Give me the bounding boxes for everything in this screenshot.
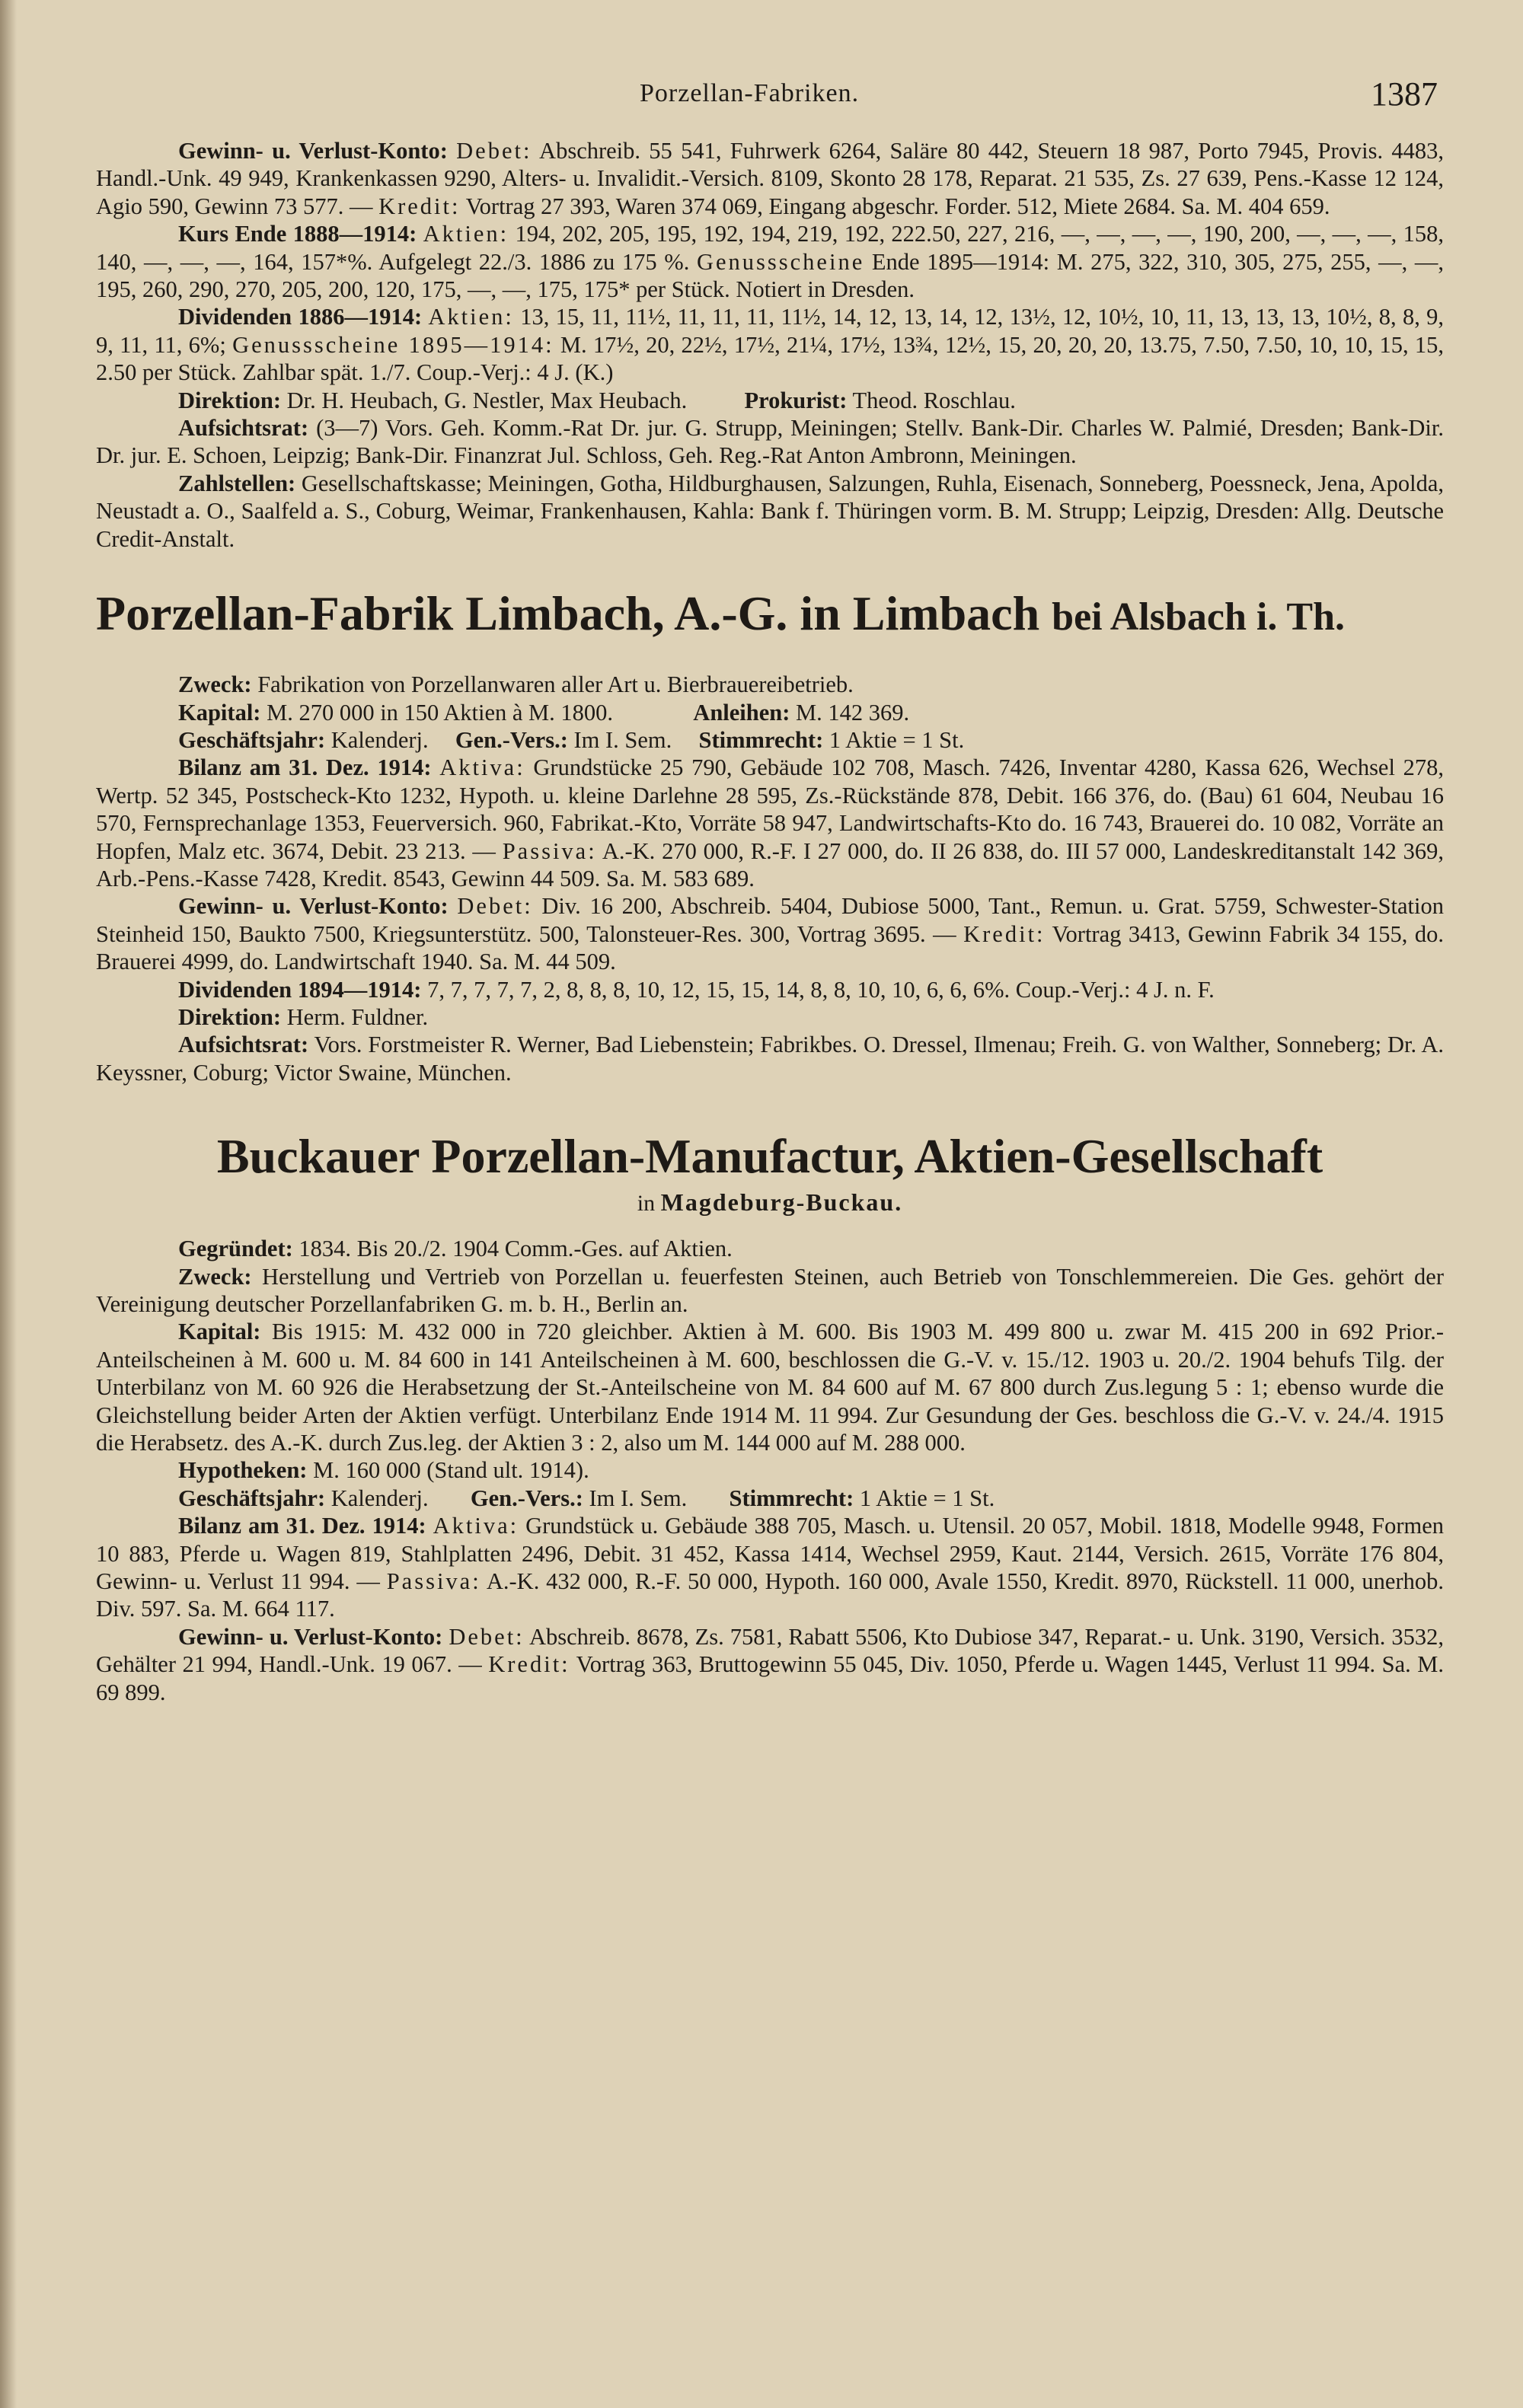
buckau-zweck: Zweck: Herstellung und Vertrieb von Porzellan u. feuerfesten Steinen, auch Betrieb von Tonschlemmereien. Die Ges. gehört der Vereinigung deutscher Porzellanfabriken G. m. b. H., Berlin an. <box>96 1263 1444 1317</box>
running-head: Porzellan-Fabriken. <box>640 79 860 107</box>
company-subtitle-buckau: in Magdeburg-Buckau. <box>637 1188 903 1217</box>
prev-aufsichtsrat: Aufsichtsrat: (3—7) Vors. Geh. Komm.-Rat Dr. jur. G. Strupp, Meiningen; Stellv. Bank-Dir. Charles W. Palmié, Dresden; Bank-Dir. Dr. jur. E. Schoen, Leipzig; Bank-Dir. Finanzrat Jul. Schloss, Geh. Reg.-Rat Anton Ambronn, Meiningen. <box>96 415 1444 469</box>
buckau-hypotheken: Hypotheken: M. 160 000 (Stand ult. 1914). <box>178 1457 589 1484</box>
page-header <box>0 75 1523 120</box>
limbach-direktion: Direktion: Herm. Fuldner. <box>178 1003 429 1030</box>
company-title-buckau: Buckauer Porzellan-Manufactur, Aktien-Gesellschaft <box>216 1129 1323 1184</box>
limbach-dividenden: Dividenden 1894—1914: 7, 7, 7, 7, 7, 2, 8, 8, 8, 10, 12, 15, 15, 14, 8, 8, 10, 10, 6, 6, 6%. Coup.-Verj.: 4 J. n. F. <box>178 976 1215 1003</box>
buckau-geschaeftsjahr: Geschäftsjahr: Kalenderj. Gen.-Vers.: Im I. Sem. Stimmrecht: 1 Aktie = 1 St. <box>178 1485 995 1511</box>
prev-dividenden: Dividenden 1886—1914: Aktien: 13, 15, 11, 11½, 11, 11, 11, 11½, 14, 12, 13, 14, 12, 13½, 12, 10½, 10, 11, 13, 13, 13, 10½, 8, 8, 9, 9, 11, 11, 6%; Genussscheine 1895—1914: M. 17½, 20, 22½, 17½, 21¼, 17½, 13¾, 12½, 15, 20, 20, 20, 13.75, 7.50, 7.50, 10, 10, 15, 15, 2.50 per Stück. Zahlbar spät. 1./7. Coup.-Verj.: 4 J. (K.) <box>96 304 1445 386</box>
prev-kurs: Kurs Ende 1888—1914: Aktien: 194, 202, 205, 195, 192, 194, 219, 192, 222.50, 227, 216, —, —, —, —, 190, 200, —, —, —, 158, 140, —, —, —, 164, 157*%. Aufgelegt 22./3. 1886 zu 175 %. Genussscheine Ende 1895—1914: M. 275, 322, 310, 305, 275, 255, —, —, 195, 260, 290, 270, 205, 200, 120, 175, —, —, 175, 175* per Stück. Notiert in Dresden. <box>96 221 1445 303</box>
company-title-limbach: Porzellan-Fabrik Limbach, A.-G. in Limbach bei Alsbach i. Th. <box>96 586 1346 641</box>
buckau-kapital: Kapital: Bis 1915: M. 432 000 in 720 gleichber. Aktien à M. 600. Bis 1903 M. 499 800 u. zwar M. 415 200 in 692 Prior.-Anteilscheinen à M. 600 u. M. 84 600 in 141 Anteilscheinen à M. 600, beschlossen die G.-V. v. 15./12. 1903 u. 20./2. 1904 behufs Tilg. der Unterbilanz von M. 60 926 die Herabsetzung der St.-Anteilscheine von M. 84 600 auf M. 67 800 durch Zus.legung 5 : 1; ebenso wurde die Gleichstellung beider Arten der Aktien verfügt. Unterbilanz Ende 1914 M. 11 994. Zur Gesundung der Ges. beschloss die G.-V. v. 24./4. 1915 die Herabsetz. des A.-K. durch Zus.leg. der Aktien 3 : 2, also um M. 144 000 auf M. 288 000. <box>96 1319 1445 1456</box>
limbach-kapital: Kapital: M. 270 000 in 150 Aktien à M. 1800. Anleihen: M. 142 369. <box>178 699 910 726</box>
page-number: 1387 <box>1371 75 1438 113</box>
buckau-gegruendet: Gegründet: 1834. Bis 20./2. 1904 Comm.-Ges. auf Aktien. <box>178 1236 733 1262</box>
prev-zahlstellen: Zahlstellen: Gesellschaftskasse; Meiningen, Gotha, Hildburghausen, Salzungen, Ruhla, Eisenach, Sonneberg, Poessneck, Jena, Apolda, Neustadt a. O., Saalfeld a. S., Coburg, Weimar, Frankenhausen, Kahla: Bank f. Thüringen vorm. B. M. Strupp; Leipzig, Dresden: Allg. Deutsche Credit-Anstalt. <box>96 470 1444 552</box>
limbach-gewinn-verlust: Gewinn- u. Verlust-Konto: Debet: Div. 16 200, Abschreib. 5404, Dubiose 5000, Tant., Remun. u. Grat. 5759, Schwester-Station Steinheid 150, Baukto 7500, Kriegsunterstütz. 500, Talonsteuer-Res. 300, Vortrag 3695. — Kredit: Vortrag 3413, Gewinn Fabrik 34 155, do. Brauerei 4999, do. Landwirtschaft 1940. Sa. M. 44 509. <box>96 893 1445 975</box>
limbach-bilanz: Bilanz am 31. Dez. 1914: Aktiva: Grundstücke 25 790, Gebäude 102 708, Masch. 7426, Inventar 4280, Kassa 626, Wechsel 278, Wertp. 52 345, Postscheck-Kto 1232, Hypoth. u. kleine Darlehne 28 595, Zs.-Rückstände 878, Debit. 166 376, do. (Bau) 61 604, Neubau 16 570, Fernsprechanlage 1353, Feuerversich. 960, Fabrikat.-Kto, Vorräte 58 947, Landwirtschafts-Kto do. 16 743, Brauerei do. 10 082, Vorräte an Hopfen, Malz etc. 3674, Debit. 23 213. — Passiva: A.-K. 270 000, R.-F. I 27 000, do. II 26 838, do. III 57 000, Landeskreditanstalt 142 369, Arb.-Pens.-Kasse 7428, Kredit. 8543, Gewinn 44 509. Sa. M. 583 689. <box>96 754 1445 891</box>
page-content <box>96 137 1444 1706</box>
limbach-zweck: Zweck: Fabrikation von Porzellanwaren aller Art u. Bierbrauereibetrieb. <box>178 671 854 698</box>
prev-direktion: Direktion: Dr. H. Heubach, G. Nestler, Max Heubach. Prokurist: Theod. Roschlau. <box>178 387 1016 413</box>
buckau-bilanz: Bilanz am 31. Dez. 1914: Aktiva: Grundstück u. Gebäude 388 705, Masch. u. Utensil. 20 057, Mobil. 1818, Modelle 9948, Formen 10 883, Pferde u. Wagen 819, Stahlplatten 2496, Debit. 31 452, Kassa 1414, Wechsel 2959, Kaut. 2144, Versich. 2615, Vorräte 176 804, Gewinn- u. Verlust 11 994. — Passiva: A.-K. 432 000, R.-F. 50 000, Hypoth. 160 000, Avale 1550, Kredit. 8970, Rückstell. 11 000, unerhob. Div. 597. Sa. M. 664 117. <box>96 1513 1445 1622</box>
limbach-geschaeftsjahr: Geschäftsjahr: Kalenderj. Gen.-Vers.: Im I. Sem. Stimmrecht: 1 Aktie = 1 St. <box>178 726 965 753</box>
limbach-aufsichtsrat: Aufsichtsrat: Vors. Forstmeister R. Werner, Bad Liebenstein; Fabrikbes. O. Dressel, Ilmenau; Freih. G. von Walther, Sonneberg; Dr. A. Keyssner, Coburg; Victor Swaine, München. <box>96 1032 1444 1086</box>
buckau-gewinn-verlust: Gewinn- u. Verlust-Konto: Debet: Abschreib. 8678, Zs. 7581, Rabatt 5506, Kto Dubiose 347, Reparat.- u. Unk. 3190, Versich. 3532, Gehälter 21 994, Handl.-Unk. 19 067. — Kredit: Vortrag 363, Bruttogewinn 55 045, Div. 1050, Pferde u. Wagen 1445, Verlust 11 994. Sa. M. 69 899. <box>96 1623 1445 1705</box>
prev-gewinn-verlust: Gewinn- u. Verlust-Konto: Debet: Abschreib. 55 541, Fuhrwerk 6264, Saläre 80 442, Steuern 18 987, Porto 7945, Provis. 4483, Handl.-Unk. 49 949, Krankenkassen 9290, Alters- u. Invalidit.-Versich. 8109, Skonto 28 178, Reparat. 21 535, Zs. 27 639, Pens.-Kasse 12 124, Agio 590, Gewinn 73 577. — Kredit: Vortrag 27 393, Waren 374 069, Eingang abgeschr. Forder. 512, Miete 2684. Sa. M. 404 659. <box>96 138 1444 219</box>
